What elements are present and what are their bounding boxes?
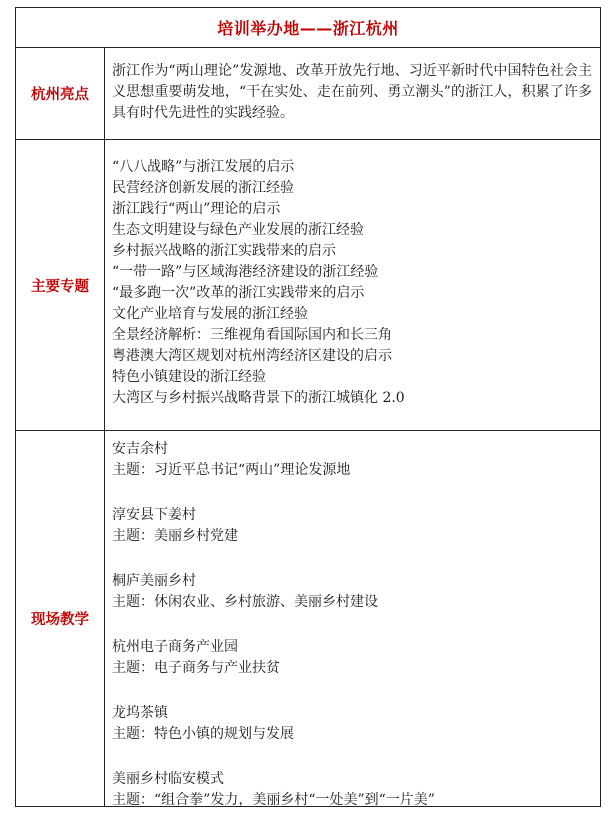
site-item: [112, 637, 592, 679]
topic-item: 乡村振兴战略的浙江实践带来的启示: [112, 243, 336, 259]
site-theme: 主题：美丽乡村党建: [112, 528, 238, 544]
sites-label: 现场教学: [31, 612, 89, 628]
topic-item: “八八战略”与浙江发展的启示: [112, 159, 295, 175]
sites-row: [16, 431, 600, 806]
topics-row: [16, 140, 600, 431]
site-name: 安吉余村: [112, 441, 168, 457]
sites-label-cell: [16, 431, 105, 806]
topic-item: “最多跑一次”改革的浙江实践带来的启示: [112, 285, 365, 301]
site-theme: 主题：电子商务与产业扶贫: [112, 660, 280, 676]
highlights-content-cell: [105, 48, 600, 139]
table-title: 培训举办地——浙江杭州: [217, 19, 399, 38]
topic-item: 粤港澳大湾区规划对杭州湾经济区建设的启示: [112, 348, 392, 364]
site-name: 美丽乡村临安模式: [112, 771, 224, 787]
table-title-row: [16, 8, 600, 48]
topics-label: 主要专题: [31, 278, 89, 295]
topic-item: 大湾区与乡村振兴战略背景下的浙江城镇化 2.0: [112, 390, 405, 406]
topics-content-cell: [105, 140, 600, 430]
highlights-row: [16, 48, 600, 140]
topic-item: 全景经济解析：三维视角看国际国内和长三角: [112, 327, 392, 343]
sites-content-cell: [105, 431, 600, 806]
site-theme: 主题：“组合拳”发力，美丽乡村“一处美”到“一片美”: [112, 792, 435, 808]
site-item: [112, 703, 592, 745]
training-info-table: [15, 7, 601, 807]
site-item: [112, 439, 592, 481]
site-theme: 主题：习近平总书记“两山”理论发源地: [112, 462, 351, 478]
site-name: 龙坞茶镇: [112, 705, 168, 721]
site-item: [112, 505, 592, 547]
topic-item: 生态文明建设与绿色产业发展的浙江经验: [112, 222, 364, 238]
site-name: 杭州电子商务产业园: [112, 639, 238, 655]
highlights-text: 浙江作为“两山理论”发源地、改革开放先行地、习近平新时代中国特色社会主义思想重要萌发地，“干在实处、走在前列、勇立潮头”的浙江人，积累了许多具有时代先进性的实践经验。: [112, 63, 592, 121]
site-name: 淳安县下姜村: [112, 507, 196, 523]
site-theme: 主题：休闲农业、乡村旅游、美丽乡村建设: [112, 594, 378, 610]
topics-label-cell: [16, 140, 105, 430]
site-item: [112, 571, 592, 613]
highlights-label-cell: [16, 48, 105, 139]
topic-item: 文化产业培育与发展的浙江经验: [112, 306, 308, 322]
topic-item: 特色小镇建设的浙江经验: [112, 369, 266, 385]
topic-item: 民营经济创新发展的浙江经验: [112, 180, 294, 196]
site-theme: 主题：特色小镇的规划与发展: [112, 726, 294, 742]
highlights-label: 杭州亮点: [31, 87, 89, 103]
site-item: [112, 769, 592, 811]
topic-item: “一带一路”与区域海港经济建设的浙江经验: [112, 264, 379, 280]
site-name: 桐庐美丽乡村: [112, 573, 196, 589]
topic-item: 浙江践行“两山”理论的启示: [112, 201, 281, 217]
